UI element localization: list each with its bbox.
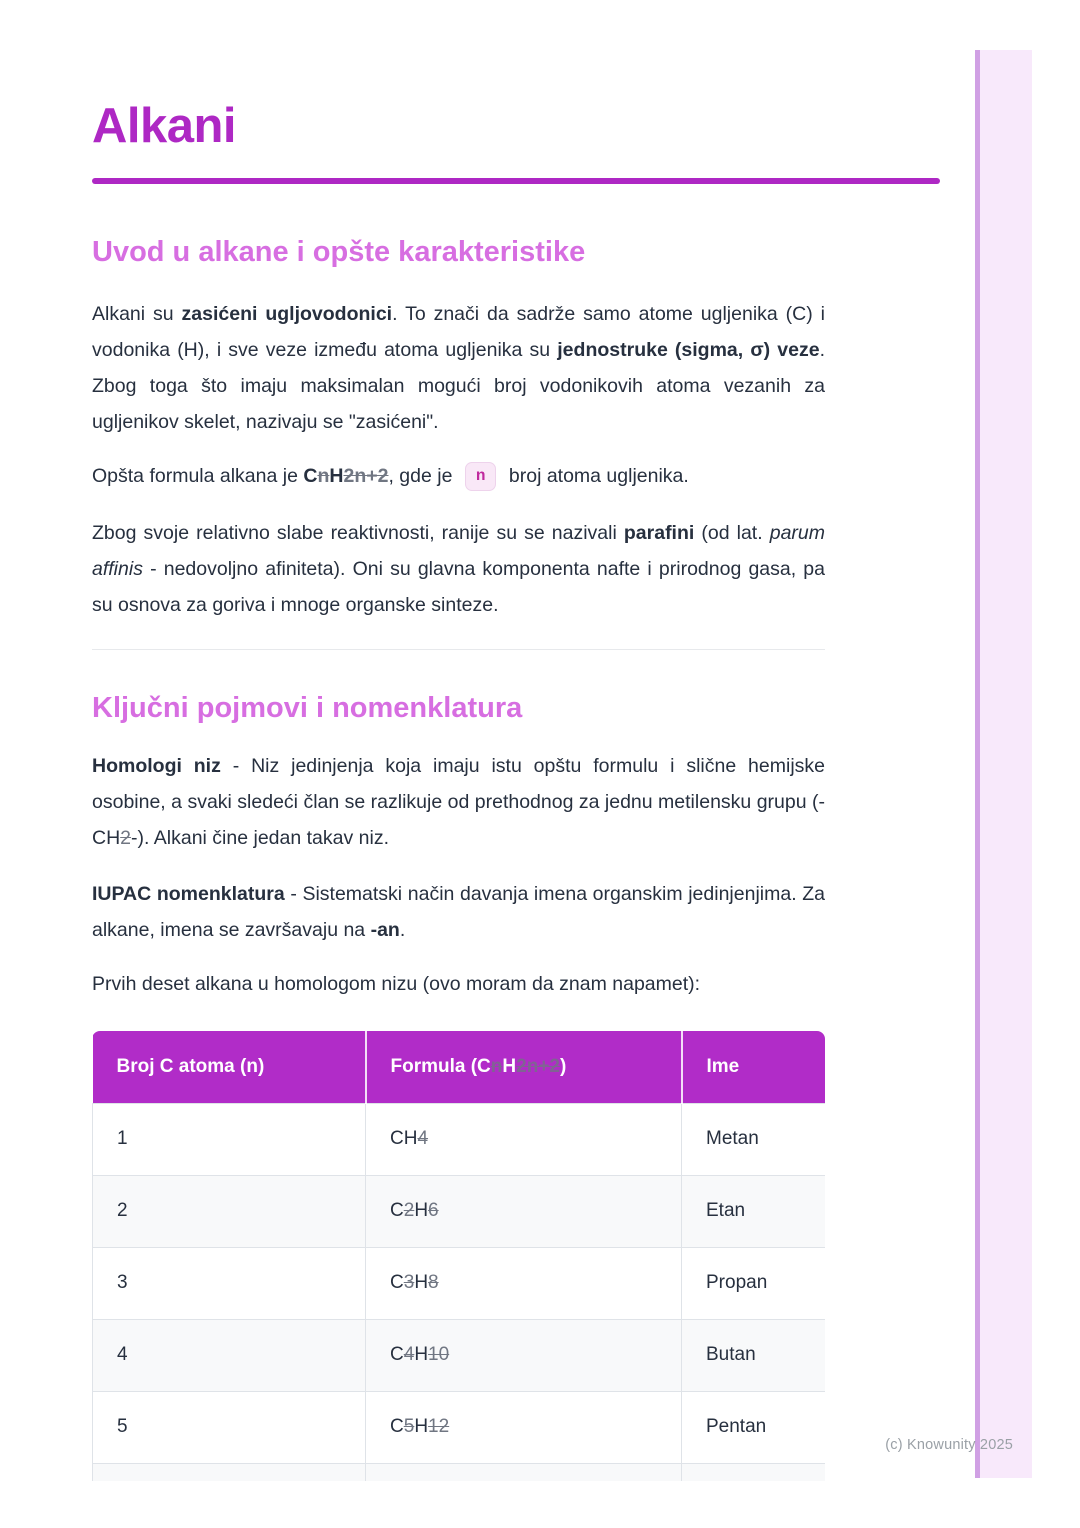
paragraph-intro-2: [92, 515, 825, 623]
formula-hydrogen-subscript: 2n+2: [343, 465, 389, 487]
table-header-formula: [366, 1031, 682, 1103]
text-run-italic: parum affinis: [92, 522, 825, 580]
page-title: Alkani: [92, 99, 237, 153]
paragraph-formula: [92, 458, 825, 494]
cell-carbon-count: 1: [93, 1103, 366, 1175]
formula-subscript: 8: [428, 1272, 439, 1293]
text-run: - nedovoljno afiniteta). Oni su glavna komponenta nafte i prirodnog gasa, pa su osnova za goriva i mnoge organske sinteze.: [92, 558, 825, 616]
text-run: H: [414, 1272, 429, 1293]
cell-name: [682, 1463, 826, 1481]
table-row: [93, 1103, 826, 1175]
table-row: [93, 1391, 826, 1463]
cell-formula: [366, 1391, 682, 1463]
table-row: [93, 1175, 826, 1247]
text-run: . Zbog toga što imaju maksimalan mogući broj vodonikovih atoma vezanih za ugljenikov skelet, nazivaju se "zasićeni".: [92, 339, 826, 433]
text-run-bold: parafini: [623, 522, 695, 544]
text-run: (od lat.: [694, 522, 770, 544]
text-run: Zbog svoje relativno slabe reaktivnosti, ranije su se nazivali: [92, 522, 624, 544]
text-run: CH: [390, 1128, 418, 1149]
text-run: Opšta formula alkana je: [92, 465, 304, 487]
document-body: [92, 0, 825, 1481]
cell-carbon-count: 2: [93, 1175, 366, 1247]
formula-carbon: C: [303, 465, 318, 487]
formula-subscript: 2n+2: [516, 1055, 560, 1077]
text-run: C: [390, 1416, 404, 1437]
title-rule: [92, 178, 940, 184]
text-run: , gde je: [388, 465, 458, 487]
table-row-partial: [93, 1463, 826, 1481]
paragraph-table-lead: Prvih deset alkana u homologom nizu (ovo moram da znam napamet):: [92, 973, 701, 995]
cell-name: Butan: [682, 1319, 826, 1391]
section-heading-intro: Uvod u alkane i opšte karakteristike: [92, 236, 586, 268]
paragraph-iupac: [92, 876, 825, 948]
inline-code-n: n: [465, 462, 497, 491]
cell-carbon-count: 4: [93, 1319, 366, 1391]
table-row: [93, 1319, 826, 1391]
formula-subscript: n: [490, 1055, 503, 1077]
text-run-bold: zasićeni ugljovodonici: [181, 303, 393, 325]
formula-subscript: 2: [120, 827, 132, 849]
formula-subscript: 5: [403, 1416, 415, 1437]
cell-carbon-count: [93, 1463, 366, 1481]
table-row: [93, 1247, 826, 1319]
text-run: H: [414, 1416, 429, 1437]
text-run: H: [414, 1344, 429, 1365]
formula-hydrogen: H: [329, 465, 344, 487]
text-run: H: [502, 1055, 517, 1077]
cell-name: Etan: [682, 1175, 826, 1247]
text-run: - Sistematski način davanja imena organskim jedinjenjima. Za alkane, imena se završavaju na: [92, 883, 825, 941]
cell-formula: [366, 1247, 682, 1319]
cell-carbon-count: 5: [93, 1391, 366, 1463]
cell-name: Pentan: [682, 1391, 826, 1463]
formula-subscript: 4: [403, 1344, 415, 1365]
formula-subscript: 12: [428, 1416, 450, 1437]
table-header-name: Ime: [682, 1031, 826, 1103]
formula-subscript: 2: [403, 1200, 415, 1221]
page-side-strip: [975, 50, 1032, 1478]
paragraph-intro-1: [92, 296, 825, 440]
text-run: - Niz jedinjenja koja imaju istu opštu formulu i slične hemijske osobine, a svaki sledeći član se razlikuje od prethodnog za jednu metilensku grupu (-CH: [92, 755, 825, 849]
section-divider: [92, 649, 825, 650]
text-run: . To znači da sadrže samo atome ugljenika (C) i vodonika (H), i sve veze između atoma ugljenika su: [92, 303, 825, 361]
cell-formula: [366, 1103, 682, 1175]
text-run-bold: jednostruke (sigma, σ) veze: [557, 339, 820, 361]
text-run: ): [559, 1055, 567, 1077]
formula-subscript: 4: [417, 1128, 429, 1149]
section-heading-nomenclature: Ključni pojmovi i nomenklatura: [92, 692, 523, 724]
text-run-bold: IUPAC nomenklatura: [92, 883, 285, 905]
text-run: C: [390, 1344, 404, 1365]
text-run-bold: -an: [370, 919, 400, 941]
footer-credit: (c) Knowunity 2025: [885, 1437, 1013, 1453]
formula-subscript: 3: [403, 1272, 415, 1293]
cell-formula: [366, 1463, 682, 1481]
text-run-bold: Homologi niz: [92, 755, 221, 777]
text-run: Alkani su: [92, 303, 182, 325]
formula-subscript: 10: [428, 1344, 450, 1365]
text-run: -). Alkani čine jedan takav niz.: [131, 827, 389, 849]
formula-subscript: 6: [428, 1200, 439, 1221]
text-run: C: [390, 1272, 404, 1293]
table-header-carbon-count: Broj C atoma (n): [93, 1031, 366, 1103]
cell-name: Propan: [682, 1247, 826, 1319]
cell-carbon-count: 3: [93, 1247, 366, 1319]
text-run: C: [390, 1200, 404, 1221]
alkanes-table-wrapper: [92, 1031, 825, 1481]
table-header-row: [93, 1031, 826, 1103]
text-run: .: [399, 919, 406, 941]
cell-formula: [366, 1175, 682, 1247]
text-run: broj atoma ugljenika.: [503, 465, 689, 487]
cell-name: Metan: [682, 1103, 826, 1175]
paragraph-homologous: [92, 748, 825, 856]
formula-carbon-subscript: n: [317, 465, 330, 487]
text-run: Formula (C: [390, 1055, 491, 1077]
alkanes-table: [92, 1031, 825, 1481]
text-run: H: [414, 1200, 429, 1221]
cell-formula: [366, 1319, 682, 1391]
